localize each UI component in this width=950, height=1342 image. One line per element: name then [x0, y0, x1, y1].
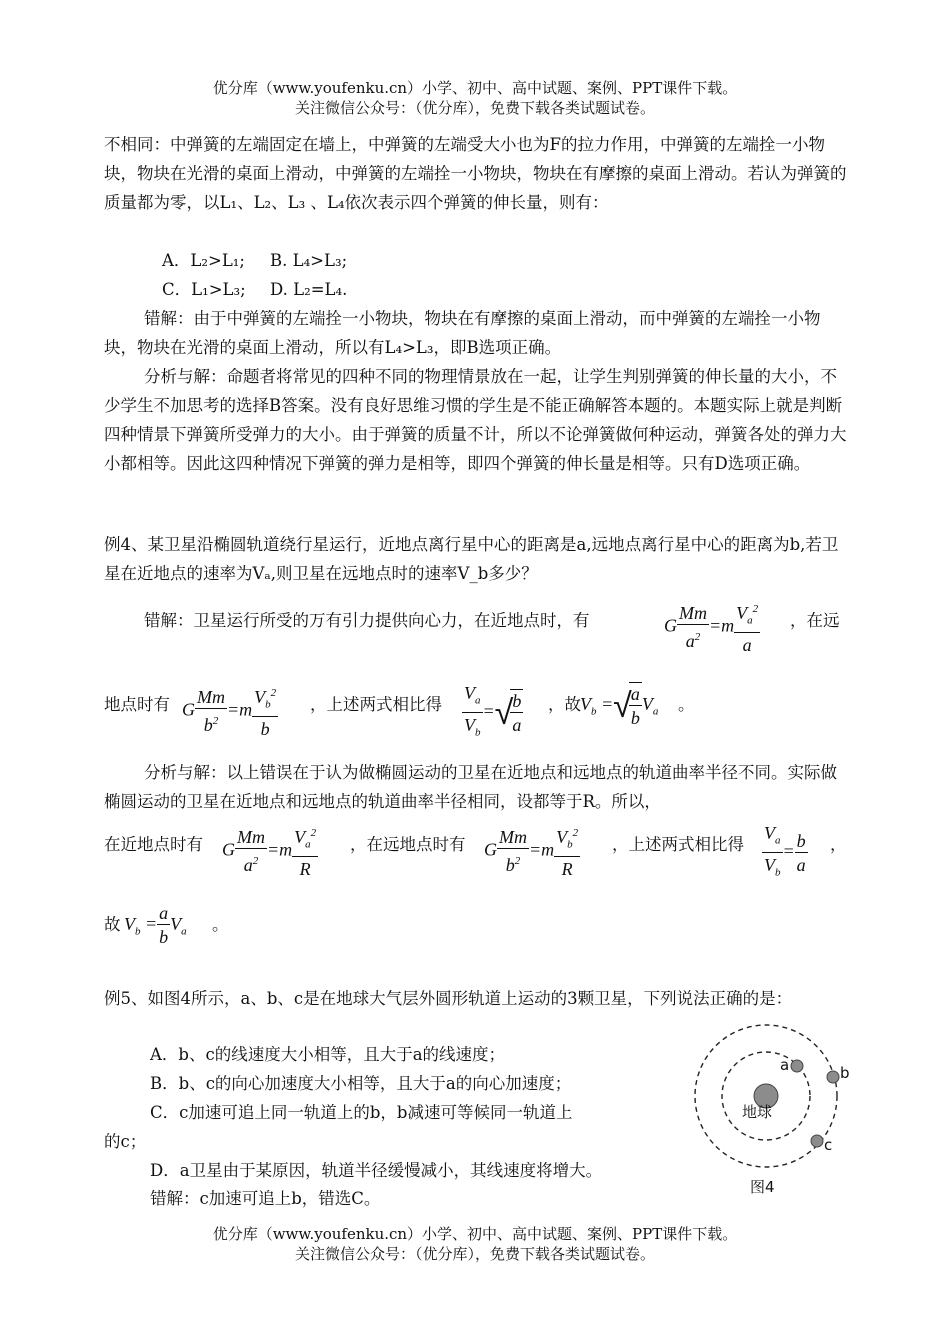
example5-option-a: A．b、c的线速度大小相等，且大于a的线速度；: [150, 1045, 506, 1064]
header-line-2: 关注微信公众号：（优分库），免费下载各类试题试卷。: [294, 99, 655, 117]
correct-text-d: ，: [830, 835, 847, 854]
formula-ratio-wrong: $\frac{V_a}{V_b}$ =√ $\frac{b}{a}$: [464, 683, 522, 739]
formula-near-wrong: G $\frac{Mm}{a^2}$ =m $\frac{V_a^2}{a}$: [664, 598, 760, 657]
formula-vb-wrong: $V_b$ =√ $\frac{a}{b}$ $V_a$: [580, 684, 659, 728]
example5-question: 例5、如图4所示，a、b、c是在地球大气层外圆形轨道上运动的3颗卫星，下列说法正确的是：: [104, 989, 793, 1008]
example3-intro: 不相同：中弹簧的左端固定在墙上，中弹簧的左端受大小也为F的拉力作用，中弹簧的左端拴一小物块，物块在光滑的桌面上滑动，中弹簧的左端拴一小物块，物块在有摩擦的桌面上滑动。若认为弹簧的质量都为零，以L₁、L₂、L₃ 、L₄依次表示四个弹簧的伸长量，则有：: [104, 135, 847, 212]
example4-analysis: 分析与解：以上错误在于认为做椭圆运动的卫星在近地点和远地点的轨道曲率半径不同。实际做椭圆运动的卫星在近地点和远地点的轨道曲率半径相同，设都等于R。所以，: [104, 763, 837, 811]
satellite-b-label: b: [840, 1064, 850, 1082]
correct-text-c: ，上述两式相比得: [612, 835, 744, 854]
example4-wrong-line2: [104, 690, 170, 719]
formula-near-correct: G $\frac{Mm}{a^2}$ =m $\frac{V_a^2}{R}$: [222, 822, 318, 881]
conclusion-text-b: 。: [212, 915, 229, 934]
example5-option-c: C．c加速可追上同一轨道上的b，b减速可等候同一轨道上: [150, 1103, 573, 1122]
example3-wrong-solution: 错解：由于中弹簧的左端拴一小物块，物块在有摩擦的桌面上滑动，而中弹簧的左端拴一小物块，物块在光滑的桌面上滑动，所以有L₄>L₃，即B选项正确。: [104, 309, 821, 357]
example4-wrong-line1-end: [790, 606, 840, 635]
correct-text-a: 在近地点时有: [104, 835, 203, 854]
footer-line-2: 关注微信公众号：（优分库），免费下载各类试题试卷。: [294, 1245, 655, 1263]
example4-correct-mid2: [612, 830, 744, 859]
figure-caption: 图4: [750, 1178, 775, 1196]
example4-wrong-line1: [144, 606, 590, 635]
example4-conclusion-end: [212, 910, 229, 939]
formula-ratio-correct: $\frac{V_a}{V_b}$ = $\frac{b}{a}$: [764, 823, 806, 879]
example5-wrong-solution: 错解：c加速可追上b，错选C。: [150, 1189, 381, 1208]
satellite-c-icon: [811, 1135, 823, 1147]
example4-wrong-line2-mid: [310, 690, 442, 719]
example4-correct-mid: [350, 830, 466, 859]
conclusion-text-a: 故: [104, 915, 121, 934]
wrong-text-a: 错解：卫星运行所受的万有引力提供向心力，在近地点时，有: [144, 611, 590, 630]
example5-option-b: B．b、c的向心加速度大小相等，且大于a的向心加速度；: [150, 1074, 572, 1093]
example4-wrong-line2-mid2: [548, 690, 581, 719]
header-line-1: 优分库（www.youfenku.cn）小学、初中、高中试题、案例、PPT课件下载。: [212, 79, 738, 97]
wrong-text-e: ，故: [548, 695, 581, 714]
wrong-text-d: ，上述两式相比得: [310, 695, 442, 714]
satellite-a-label: a: [780, 1056, 790, 1074]
example5-option-c-cont: 的c；: [104, 1132, 147, 1151]
example4-question: 例4、某卫星沿椭圆轨道绕行星运行，近地点离行星中心的距离是a,远地点离行星中心的距离为b,若卫星在近地点的速率为Vₐ,则卫星在远地点时的速率V_b多少？: [104, 535, 839, 583]
satellite-c-label: c: [824, 1136, 833, 1154]
wrong-text-f: 。: [678, 695, 695, 714]
formula-far-correct: G $\frac{Mm}{b^2}$ =m $\frac{V_b^2}{R}$: [484, 822, 580, 881]
correct-text-b: ，在远地点时有: [350, 835, 466, 854]
example4-wrong-line2-end: [678, 690, 695, 719]
satellite-a-icon: [791, 1060, 803, 1072]
wrong-text-c: 地点时有: [104, 695, 170, 714]
example4-correct-line: [104, 830, 203, 859]
example3-analysis: 分析与解：命题者将常见的四种不同的物理情景放在一起，让学生判别弹簧的伸长量的大小，不少学生不加思考的选择B答案。没有良好思维习惯的学生是不能正确解答本题的。本题实际上就是判断四种情景下弹簧所受弹力的大小。由于弹簧的质量不计，所以不论弹簧做何种运动，弹簧各处的弹力大小都相等。因此这四种情况下弹簧的弹力是相等，即四个弹簧的伸长量是相等。只有D选项正确。: [104, 367, 847, 473]
satellite-b-icon: [827, 1071, 839, 1083]
formula-far-wrong: G $\frac{Mm}{b^2}$ =m $\frac{V_b^2}{b}$: [182, 682, 278, 741]
example3-option-b: B. L₄>L₃;: [270, 251, 348, 270]
footer-line-1: 优分库（www.youfenku.cn）小学、初中、高中试题、案例、PPT课件下载。: [212, 1225, 738, 1243]
example3-option-c: C．L₁>L₃;: [162, 280, 246, 299]
formula-vb-correct: $V_b$ = $\frac{a}{b}$ $V_a$: [124, 903, 187, 947]
example3-option-a: A．L₂>L₁;: [162, 251, 245, 270]
example3-option-d: D. L₂=L₄.: [270, 280, 348, 299]
wrong-text-b: ，在远: [790, 611, 840, 630]
example5-option-d: D．a卫星由于某原因，轨道半径缓慢减小，其线速度将增大。: [150, 1161, 603, 1180]
example4-conclusion: [104, 910, 121, 939]
example4-correct-end: [830, 830, 847, 859]
earth-label: 地球: [742, 1103, 773, 1121]
